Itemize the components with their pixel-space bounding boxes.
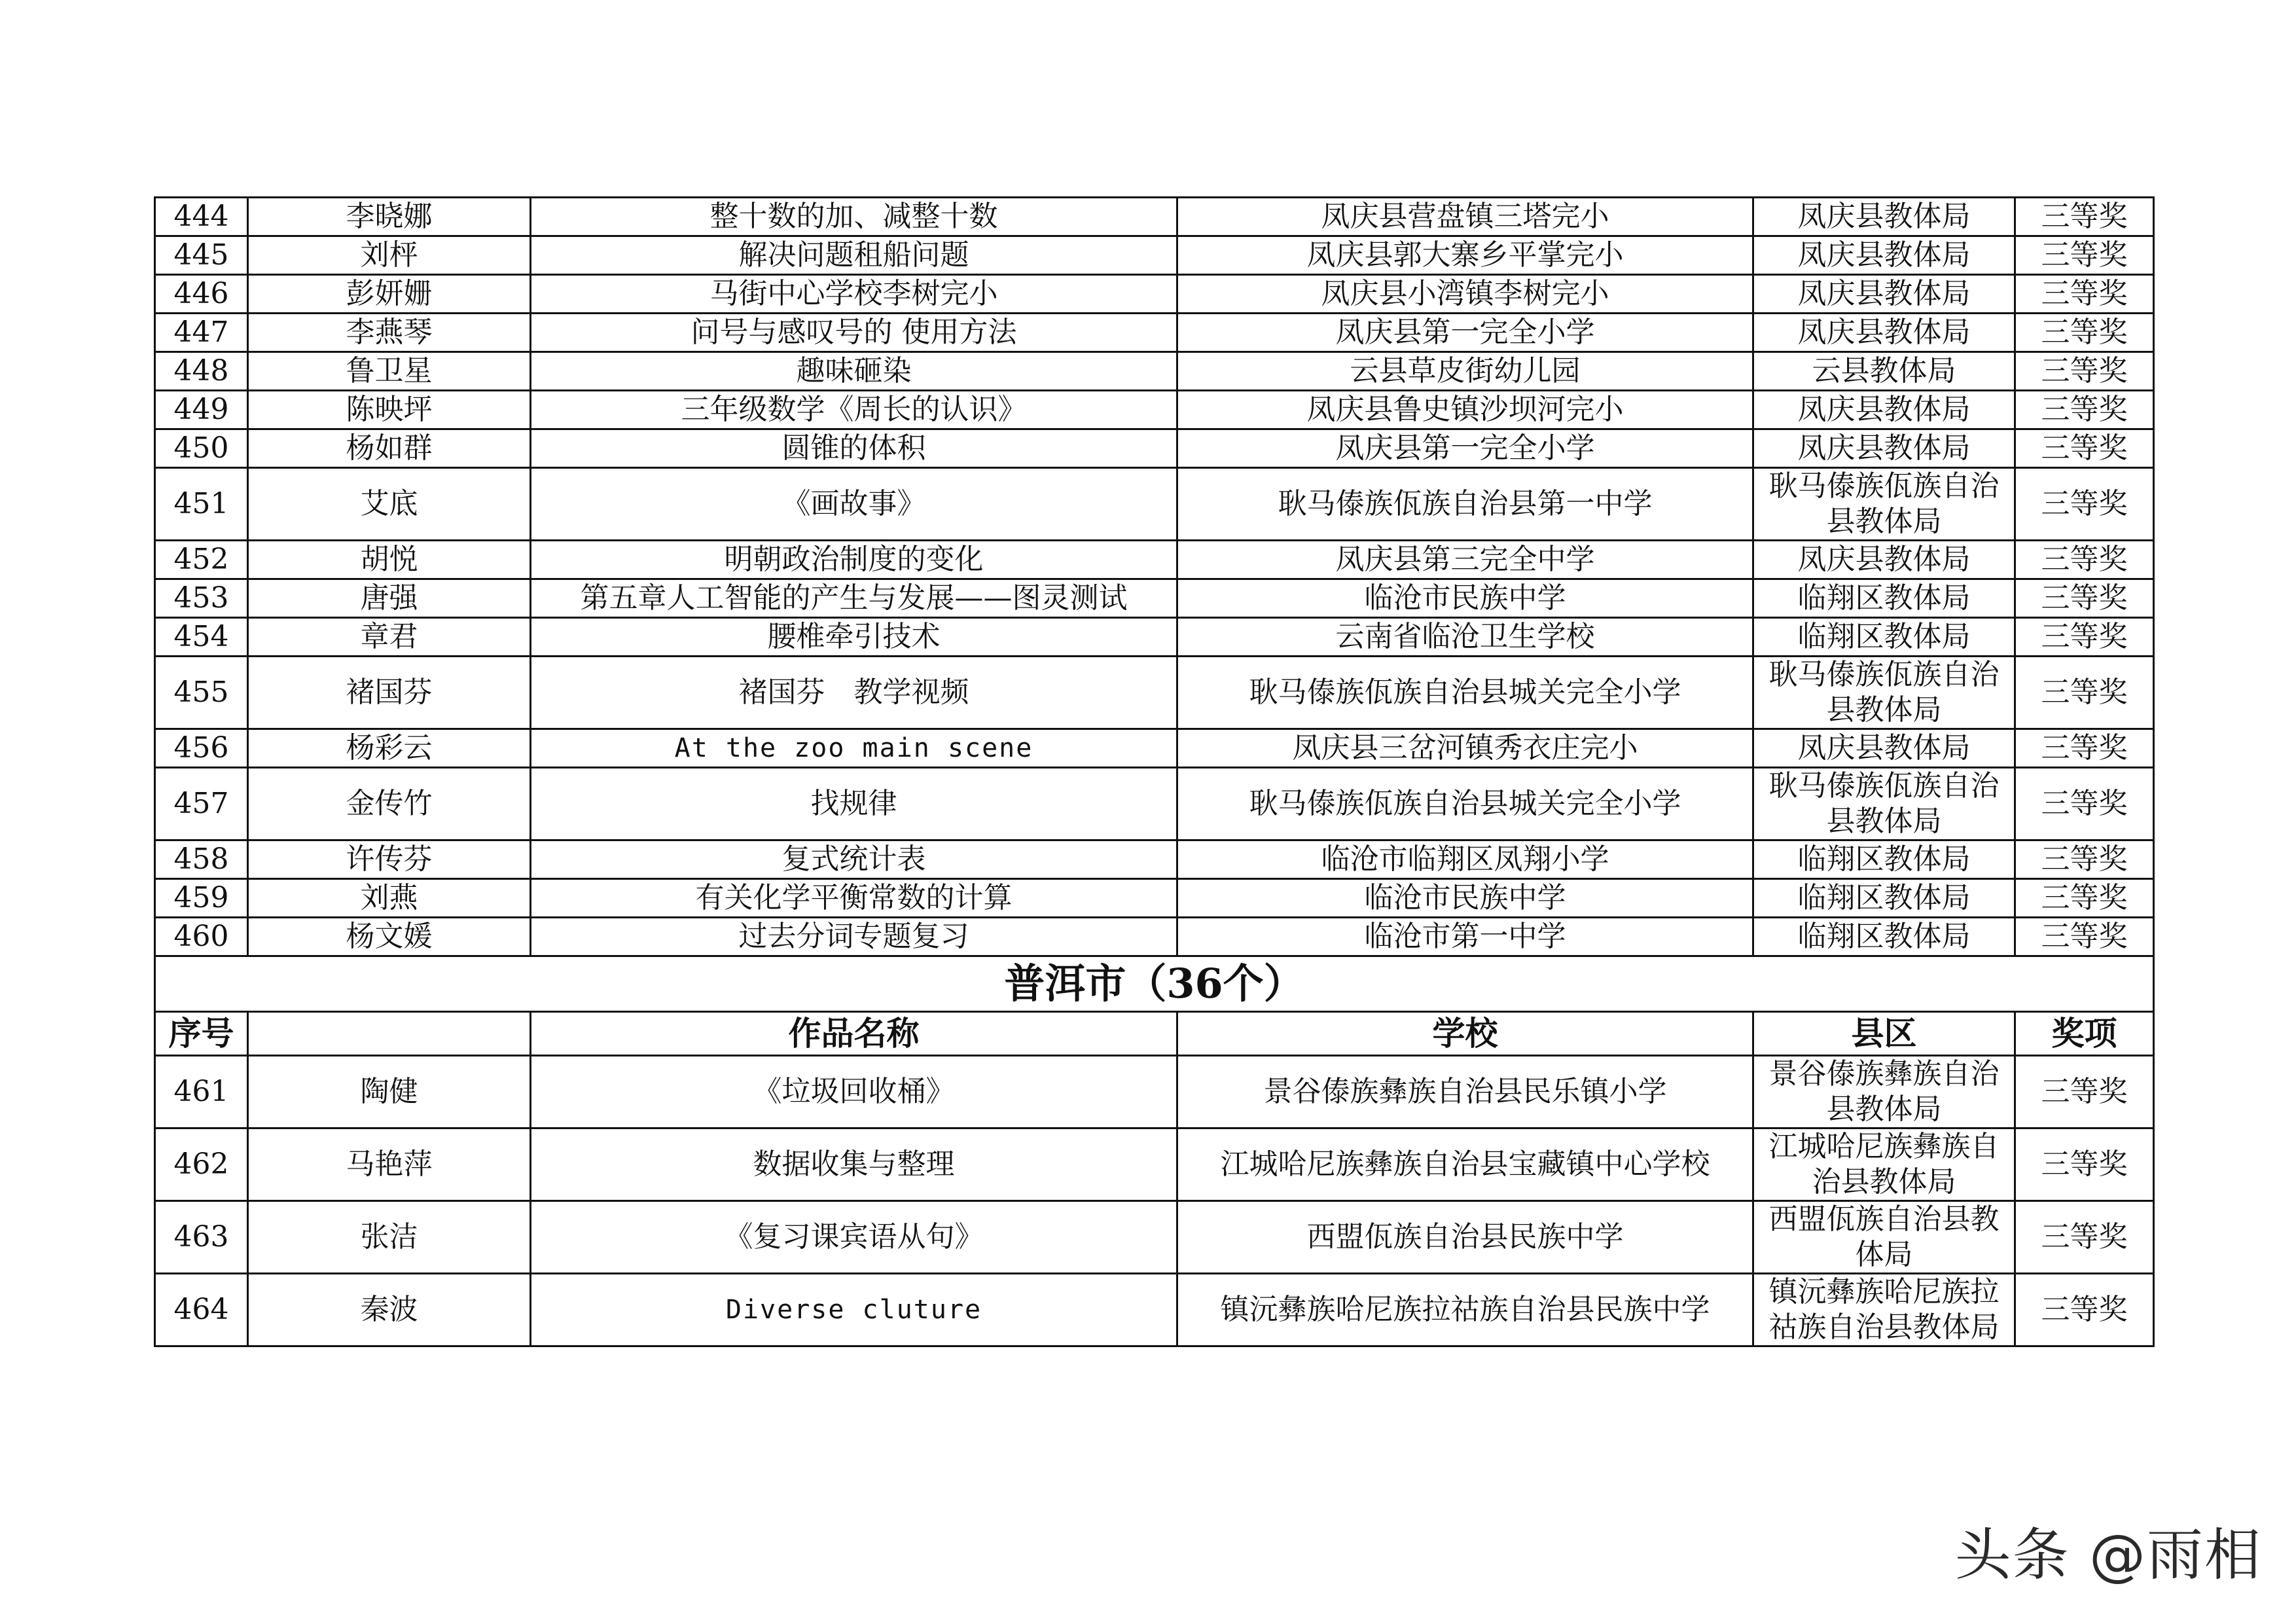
cell-district: 临翔区教体局 [1753, 579, 2015, 618]
cell-school: 凤庆县郭大寨乡平掌完小 [1177, 236, 1753, 275]
award-table [154, 196, 2155, 1347]
table-row [155, 429, 2154, 468]
cell-work: 褚国芬 教学视频 [531, 657, 1177, 729]
rows-after-section [155, 1056, 2154, 1346]
cell-no: 460 [155, 918, 248, 956]
table-row [155, 657, 2154, 729]
header-work: 作品名称 [531, 1012, 1177, 1056]
cell-work: 整十数的加、减整十数 [531, 198, 1177, 236]
cell-district: 镇沅彝族哈尼族拉祜族自治县教体局 [1753, 1274, 2015, 1346]
cell-work: 过去分词专题复习 [531, 918, 1177, 956]
table-row [155, 1201, 2154, 1274]
cell-award: 三等奖 [2015, 579, 2154, 618]
cell-name: 杨彩云 [248, 729, 531, 768]
cell-award: 三等奖 [2015, 391, 2154, 429]
cell-district: 凤庆县教体局 [1753, 391, 2015, 429]
table-row [155, 1274, 2154, 1346]
cell-no: 458 [155, 840, 248, 879]
cell-no: 457 [155, 768, 248, 840]
cell-award: 三等奖 [2015, 541, 2154, 579]
cell-name: 鲁卫星 [248, 352, 531, 391]
cell-name: 唐强 [248, 579, 531, 618]
header-name [248, 1012, 531, 1056]
cell-name: 秦波 [248, 1274, 531, 1346]
cell-award: 三等奖 [2015, 1128, 2154, 1201]
cell-name: 杨文媛 [248, 918, 531, 956]
cell-work: 有关化学平衡常数的计算 [531, 879, 1177, 918]
cell-award: 三等奖 [2015, 275, 2154, 314]
cell-work: 找规律 [531, 768, 1177, 840]
cell-no: 450 [155, 429, 248, 468]
cell-name: 金传竹 [248, 768, 531, 840]
cell-award: 三等奖 [2015, 198, 2154, 236]
cell-no: 464 [155, 1274, 248, 1346]
cell-award: 三等奖 [2015, 618, 2154, 657]
cell-district: 凤庆县教体局 [1753, 541, 2015, 579]
cell-school: 凤庆县小湾镇李树完小 [1177, 275, 1753, 314]
header-no: 序号 [155, 1012, 248, 1056]
table-row [155, 618, 2154, 657]
cell-work: 《画故事》 [531, 468, 1177, 541]
column-header-row [155, 1012, 2154, 1056]
table-row [155, 198, 2154, 236]
section-title: 普洱市（36个） [155, 956, 2154, 1012]
cell-name: 陈映坪 [248, 391, 531, 429]
table-row [155, 352, 2154, 391]
cell-work: 数据收集与整理 [531, 1128, 1177, 1201]
table-row [155, 541, 2154, 579]
cell-name: 彭妍姗 [248, 275, 531, 314]
cell-award: 三等奖 [2015, 840, 2154, 879]
cell-district: 耿马傣族佤族自治县教体局 [1753, 468, 2015, 541]
cell-work: 复式统计表 [531, 840, 1177, 879]
cell-district: 临翔区教体局 [1753, 840, 2015, 879]
cell-district: 凤庆县教体局 [1753, 275, 2015, 314]
cell-name: 艾底 [248, 468, 531, 541]
cell-school: 凤庆县第三完全中学 [1177, 541, 1753, 579]
header-district: 县区 [1753, 1012, 2015, 1056]
cell-school: 凤庆县第一完全小学 [1177, 429, 1753, 468]
cell-work: 问号与感叹号的 使用方法 [531, 314, 1177, 352]
cell-school: 云县草皮街幼儿园 [1177, 352, 1753, 391]
cell-district: 临翔区教体局 [1753, 618, 2015, 657]
cell-school: 景谷傣族彝族自治县民乐镇小学 [1177, 1056, 1753, 1128]
cell-work: 腰椎牵引技术 [531, 618, 1177, 657]
cell-school: 临沧市第一中学 [1177, 918, 1753, 956]
table-row [155, 918, 2154, 956]
table-row [155, 1128, 2154, 1201]
cell-school: 耿马傣族佤族自治县城关完全小学 [1177, 657, 1753, 729]
table-row [155, 1056, 2154, 1128]
cell-district: 云县教体局 [1753, 352, 2015, 391]
cell-school: 凤庆县鲁史镇沙坝河完小 [1177, 391, 1753, 429]
cell-school: 云南省临沧卫生学校 [1177, 618, 1753, 657]
award-list-page [154, 196, 2153, 1347]
cell-district: 凤庆县教体局 [1753, 729, 2015, 768]
cell-no: 448 [155, 352, 248, 391]
cell-name: 刘枰 [248, 236, 531, 275]
cell-award: 三等奖 [2015, 468, 2154, 541]
cell-award: 三等奖 [2015, 768, 2154, 840]
cell-name: 杨如群 [248, 429, 531, 468]
cell-work: 《复习课宾语从句》 [531, 1201, 1177, 1274]
cell-name: 章君 [248, 618, 531, 657]
cell-district: 临翔区教体局 [1753, 918, 2015, 956]
table-row [155, 236, 2154, 275]
cell-no: 462 [155, 1128, 248, 1201]
cell-work: Diverse cluture [531, 1274, 1177, 1346]
cell-no: 454 [155, 618, 248, 657]
cell-no: 459 [155, 879, 248, 918]
cell-school: 临沧市民族中学 [1177, 579, 1753, 618]
cell-district: 耿马傣族佤族自治县教体局 [1753, 768, 2015, 840]
cell-no: 463 [155, 1201, 248, 1274]
table-row [155, 579, 2154, 618]
cell-school: 凤庆县三岔河镇秀衣庄完小 [1177, 729, 1753, 768]
cell-school: 临沧市民族中学 [1177, 879, 1753, 918]
cell-district: 江城哈尼族彝族自治县教体局 [1753, 1128, 2015, 1201]
table-row [155, 879, 2154, 918]
cell-district: 凤庆县教体局 [1753, 429, 2015, 468]
cell-work: 圆锥的体积 [531, 429, 1177, 468]
cell-school: 临沧市临翔区凤翔小学 [1177, 840, 1753, 879]
table-row [155, 275, 2154, 314]
cell-name: 李燕琴 [248, 314, 531, 352]
cell-school: 江城哈尼族彝族自治县宝藏镇中心学校 [1177, 1128, 1753, 1201]
cell-award: 三等奖 [2015, 429, 2154, 468]
cell-name: 李晓娜 [248, 198, 531, 236]
cell-no: 456 [155, 729, 248, 768]
cell-award: 三等奖 [2015, 1201, 2154, 1274]
cell-no: 445 [155, 236, 248, 275]
table-row [155, 729, 2154, 768]
cell-award: 三等奖 [2015, 918, 2154, 956]
cell-no: 444 [155, 198, 248, 236]
cell-district: 西盟佤族自治县教体局 [1753, 1201, 2015, 1274]
cell-no: 452 [155, 541, 248, 579]
cell-award: 三等奖 [2015, 879, 2154, 918]
cell-district: 临翔区教体局 [1753, 879, 2015, 918]
watermark: 头条 @雨相 [1954, 1523, 2262, 1588]
cell-school: 凤庆县营盘镇三塔完小 [1177, 198, 1753, 236]
table-row [155, 768, 2154, 840]
section-block [155, 956, 2154, 1056]
cell-work: 三年级数学《周长的认识》 [531, 391, 1177, 429]
cell-work: 马街中心学校李树完小 [531, 275, 1177, 314]
cell-no: 453 [155, 579, 248, 618]
cell-school: 镇沅彝族哈尼族拉祜族自治县民族中学 [1177, 1274, 1753, 1346]
cell-award: 三等奖 [2015, 352, 2154, 391]
table-row [155, 840, 2154, 879]
cell-award: 三等奖 [2015, 1274, 2154, 1346]
section-title-row [155, 956, 2154, 1012]
cell-school: 耿马傣族佤族自治县第一中学 [1177, 468, 1753, 541]
table-row [155, 391, 2154, 429]
cell-award: 三等奖 [2015, 1056, 2154, 1128]
cell-name: 张洁 [248, 1201, 531, 1274]
cell-no: 446 [155, 275, 248, 314]
cell-school: 西盟佤族自治县民族中学 [1177, 1201, 1753, 1274]
cell-name: 许传芬 [248, 840, 531, 879]
cell-district: 凤庆县教体局 [1753, 314, 2015, 352]
cell-district: 景谷傣族彝族自治县教体局 [1753, 1056, 2015, 1128]
cell-work: 明朝政治制度的变化 [531, 541, 1177, 579]
cell-award: 三等奖 [2015, 314, 2154, 352]
cell-school: 凤庆县第一完全小学 [1177, 314, 1753, 352]
table-row [155, 468, 2154, 541]
cell-name: 马艳萍 [248, 1128, 531, 1201]
cell-name: 胡悦 [248, 541, 531, 579]
cell-no: 447 [155, 314, 248, 352]
cell-district: 凤庆县教体局 [1753, 236, 2015, 275]
cell-name: 陶健 [248, 1056, 531, 1128]
cell-work: 《垃圾回收桶》 [531, 1056, 1177, 1128]
cell-work: 趣味砸染 [531, 352, 1177, 391]
cell-award: 三等奖 [2015, 729, 2154, 768]
cell-school: 耿马傣族佤族自治县城关完全小学 [1177, 768, 1753, 840]
header-award: 奖项 [2015, 1012, 2154, 1056]
cell-name: 褚国芬 [248, 657, 531, 729]
table-row [155, 314, 2154, 352]
rows-before-section [155, 198, 2154, 956]
cell-award: 三等奖 [2015, 236, 2154, 275]
cell-name: 刘燕 [248, 879, 531, 918]
cell-district: 耿马傣族佤族自治县教体局 [1753, 657, 2015, 729]
cell-no: 449 [155, 391, 248, 429]
header-school: 学校 [1177, 1012, 1753, 1056]
cell-no: 451 [155, 468, 248, 541]
cell-work: 第五章人工智能的产生与发展——图灵测试 [531, 579, 1177, 618]
cell-work: 解决问题租船问题 [531, 236, 1177, 275]
cell-award: 三等奖 [2015, 657, 2154, 729]
cell-district: 凤庆县教体局 [1753, 198, 2015, 236]
cell-no: 455 [155, 657, 248, 729]
cell-work: At the zoo main scene [531, 729, 1177, 768]
cell-no: 461 [155, 1056, 248, 1128]
